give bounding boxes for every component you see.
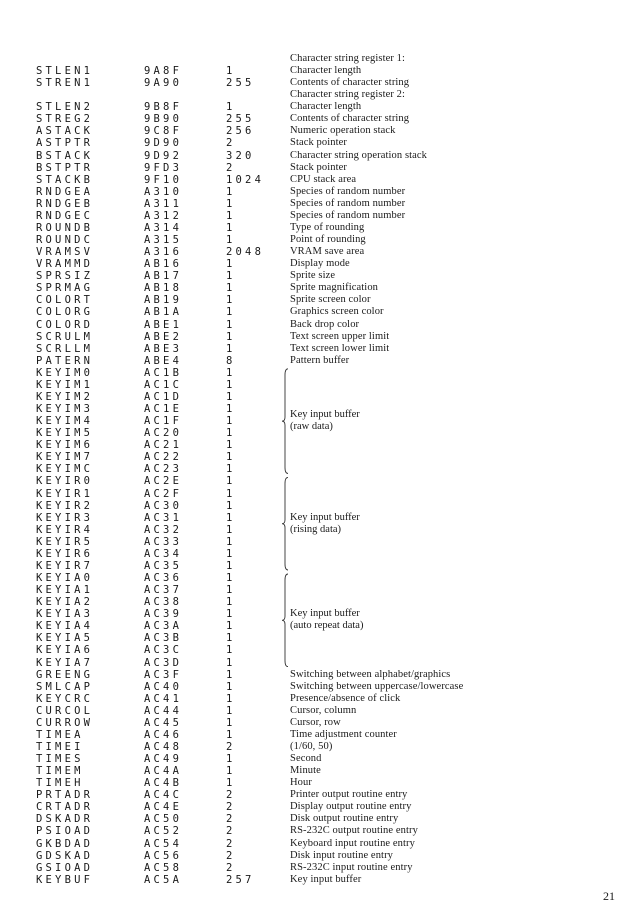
byte-count: 1: [226, 306, 236, 319]
address: AC50: [144, 813, 183, 826]
byte-count: 1: [226, 765, 236, 778]
address: AC2F: [144, 487, 183, 500]
symbol-name: KEYIR3: [36, 511, 94, 524]
description: Display output routine entry: [290, 801, 412, 813]
description: Character string operation stack: [290, 149, 428, 161]
description: Numeric operation stack: [290, 125, 396, 137]
header-note-line: Character string register 1:: [290, 53, 406, 64]
symbol-name: KEYIR5: [36, 535, 94, 548]
symbol-name: STREN1: [36, 77, 94, 90]
byte-count: 1: [226, 221, 236, 234]
address: AC3B: [144, 632, 183, 645]
address: AB1A: [144, 306, 183, 319]
symbol-name: KEYCRC: [36, 692, 94, 705]
symbol-name: KEYIA6: [36, 644, 94, 657]
symbol-name: KEYIA0: [36, 572, 94, 584]
address: A310: [144, 185, 183, 198]
byte-count: 1: [226, 390, 236, 403]
address: AC37: [144, 584, 183, 597]
description: Printer output routine entry: [290, 789, 408, 801]
symbol-name: KEYIA3: [36, 608, 94, 621]
description: Species of random number: [290, 209, 406, 221]
page-number: 21: [603, 889, 615, 903]
address: AC4E: [144, 801, 183, 814]
byte-count: 1: [226, 487, 236, 500]
symbol-name: KEYIA4: [36, 620, 94, 633]
symbol-name: KEYIM3: [36, 403, 94, 416]
address: AC35: [144, 559, 183, 572]
address: AC3D: [144, 656, 183, 669]
symbol-name: COLORD: [36, 318, 94, 331]
address: 9B8F: [144, 101, 183, 114]
byte-count: 1: [226, 499, 236, 512]
byte-count: 1: [226, 620, 236, 633]
byte-count: 1: [226, 330, 236, 343]
address: AC38: [144, 596, 183, 609]
symbol-name: RNDGEA: [36, 185, 94, 198]
byte-count: 256: [226, 125, 255, 138]
description: Switching between alphabet/graphics: [290, 668, 451, 680]
address: AC58: [144, 861, 183, 874]
address: ABE4: [144, 354, 183, 367]
symbol-name: ASTPTR: [36, 137, 94, 150]
description: Second: [290, 753, 322, 765]
byte-count: 1: [226, 270, 236, 283]
address: AC5A: [144, 873, 183, 886]
address: AC48: [144, 740, 183, 753]
description: Graphics screen color: [290, 306, 384, 318]
symbol-name: TIMEA: [36, 728, 84, 741]
address: 9A90: [144, 77, 183, 90]
byte-count: 2: [226, 825, 236, 838]
description: Time adjustment counter: [290, 728, 397, 740]
address: AC3A: [144, 620, 183, 633]
address: AC1E: [144, 403, 183, 416]
address: 9F10: [144, 173, 183, 186]
byte-count: 1: [226, 439, 236, 452]
byte-count: 2: [226, 801, 236, 814]
address: ABE3: [144, 342, 183, 355]
address: AC3F: [144, 668, 183, 681]
description: Hour: [290, 777, 312, 789]
address: AC45: [144, 716, 183, 729]
description: Contents of character string: [290, 77, 410, 89]
address: AC52: [144, 825, 183, 838]
symbol-name: STLEN1: [36, 65, 94, 78]
byte-count: 2: [226, 137, 236, 150]
description: Key input buffer: [290, 873, 362, 885]
address: ABE1: [144, 318, 183, 331]
byte-count: 1: [226, 596, 236, 609]
symbol-name: KEYIA7: [36, 656, 94, 669]
address: AC30: [144, 499, 183, 512]
address: AC1F: [144, 415, 183, 428]
address: AC33: [144, 535, 183, 548]
byte-count: 1: [226, 234, 236, 247]
symbol-name: KEYIA2: [36, 596, 94, 609]
symbol-name: RNDGEB: [36, 197, 94, 210]
symbol-name: BSTACK: [36, 149, 94, 162]
symbol-name: GREENG: [36, 668, 94, 681]
address: AB16: [144, 258, 183, 271]
symbol-name: KEYIR4: [36, 523, 94, 536]
byte-count: 255: [226, 113, 255, 126]
symbol-name: KEYIR2: [36, 499, 94, 512]
symbol-name: KEYIM0: [36, 366, 94, 379]
address: A314: [144, 221, 183, 234]
byte-count: 1: [226, 415, 236, 428]
symbol-name: KEYIR6: [36, 547, 94, 560]
byte-count: 1: [226, 584, 236, 597]
group-label: Key input buffer: [290, 409, 360, 421]
symbol-name: STACKB: [36, 173, 94, 186]
group-label: (auto repeat data): [290, 620, 364, 632]
byte-count: 2: [226, 789, 236, 802]
address: AC4A: [144, 765, 183, 778]
byte-count: 1: [226, 318, 236, 331]
description: CPU stack area: [290, 173, 357, 185]
symbol-name: DSKADR: [36, 813, 94, 826]
byte-count: 1024: [226, 173, 265, 186]
byte-count: 1: [226, 716, 236, 729]
address: AC41: [144, 692, 183, 705]
address: A312: [144, 209, 183, 222]
description: VRAM save area: [290, 246, 365, 258]
byte-count: 8: [226, 354, 236, 367]
address: AC1C: [144, 378, 183, 391]
address: 9D90: [144, 137, 183, 150]
address: AC56: [144, 849, 183, 862]
description: Cursor, column: [290, 704, 357, 716]
byte-count: 2: [226, 849, 236, 862]
byte-count: 1: [226, 753, 236, 766]
address: AC4B: [144, 777, 183, 790]
symbol-name: CURCOL: [36, 704, 94, 717]
byte-count: 1: [226, 294, 236, 307]
description: Disk output routine entry: [290, 813, 399, 825]
address: AC1B: [144, 366, 183, 379]
symbol-name: KEYIR1: [36, 487, 94, 500]
address: AB19: [144, 294, 183, 307]
byte-count: 1: [226, 282, 236, 295]
address: AC2E: [144, 475, 183, 488]
symbol-name: ASTACK: [36, 125, 94, 138]
byte-count: 1: [226, 668, 236, 681]
group-bracket: [282, 369, 288, 474]
byte-count: 1: [226, 451, 236, 464]
byte-count: 1: [226, 378, 236, 391]
symbol-name: KEYIM7: [36, 451, 94, 464]
byte-count: 2: [226, 161, 236, 174]
symbol-name: KEYIR7: [36, 559, 94, 572]
description: Text screen lower limit: [290, 342, 390, 354]
description: Switching between uppercase/lowercase: [290, 680, 464, 692]
group-bracket: [282, 477, 288, 570]
symbol-name: ROUNDB: [36, 221, 94, 234]
group-label: (rising data): [290, 523, 342, 535]
symbol-name: VRAMSV: [36, 246, 94, 259]
address: AC44: [144, 704, 183, 717]
symbol-name: KEYIR0: [36, 475, 94, 488]
symbol-name: KEYIA5: [36, 632, 94, 645]
address: AC1D: [144, 390, 183, 403]
symbol-name: STREG2: [36, 113, 94, 126]
byte-count: 1: [226, 692, 236, 705]
byte-count: 2: [226, 813, 236, 826]
symbol-name: KEYIM2: [36, 390, 94, 403]
address: 9FD3: [144, 161, 183, 174]
byte-count: 1: [226, 523, 236, 536]
byte-count: 255: [226, 77, 255, 90]
address: AC39: [144, 608, 183, 621]
description: Display mode: [290, 258, 350, 270]
byte-count: 1: [226, 656, 236, 669]
description: Character string register 2:: [290, 89, 406, 101]
symbol-name: GSIOAD: [36, 861, 94, 874]
symbol-name: SMLCAP: [36, 680, 94, 693]
symbol-name: VRAMMD: [36, 258, 94, 271]
byte-count: 1: [226, 366, 236, 379]
symbol-name: KEYIM5: [36, 427, 94, 440]
symbol-name: GKBDAD: [36, 837, 94, 850]
description: Character length: [290, 101, 362, 113]
byte-count: 2: [226, 740, 236, 753]
address: A311: [144, 197, 183, 210]
address: AC3C: [144, 644, 183, 657]
description: Sprite screen color: [290, 294, 371, 306]
byte-count: 1: [226, 572, 236, 584]
address: AC21: [144, 439, 183, 452]
description: Type of rounding: [290, 221, 365, 233]
symbol-name: COLORT: [36, 294, 94, 307]
byte-count: 1: [226, 197, 236, 210]
group-label: (raw data): [290, 421, 333, 433]
byte-count: 1: [226, 209, 236, 222]
symbol-name: SPRMAG: [36, 282, 94, 295]
group-label: Key input buffer: [290, 608, 360, 620]
byte-count: 1: [226, 511, 236, 524]
address: AB18: [144, 282, 183, 295]
byte-count: 1: [226, 559, 236, 572]
address: AC22: [144, 451, 183, 464]
symbol-name: KEYBUF: [36, 873, 94, 886]
description: Keyboard input routine entry: [290, 837, 415, 849]
symbol-name: KEYIMC: [36, 463, 94, 476]
address: AC46: [144, 728, 183, 741]
byte-count: 257: [226, 873, 255, 886]
description: Text screen upper limit: [290, 330, 390, 342]
byte-count: 1: [226, 547, 236, 560]
description: Stack pointer: [290, 137, 347, 149]
description: Minute: [290, 765, 321, 777]
symbol-name: PATERN: [36, 354, 94, 367]
address: AC49: [144, 753, 183, 766]
address: AC23: [144, 463, 183, 476]
byte-count: 1: [226, 728, 236, 741]
byte-count: 1: [226, 777, 236, 790]
byte-count: 1: [226, 185, 236, 198]
byte-count: 1: [226, 704, 236, 717]
address: AC31: [144, 511, 183, 524]
address: AC20: [144, 427, 183, 440]
byte-count: 1: [226, 403, 236, 416]
byte-count: 1: [226, 463, 236, 476]
address: A316: [144, 246, 183, 259]
byte-count: 1: [226, 644, 236, 657]
address: 9B90: [144, 113, 183, 126]
address: AC32: [144, 523, 183, 536]
description: (1/60, 50): [290, 740, 333, 752]
address: ABE2: [144, 330, 183, 343]
byte-count: 2: [226, 837, 236, 850]
byte-count: 2: [226, 861, 236, 874]
byte-count: 1: [226, 535, 236, 548]
description: Species of random number: [290, 197, 406, 209]
description: Stack pointer: [290, 161, 347, 173]
address: AC36: [144, 572, 183, 584]
symbol-name: CURROW: [36, 716, 94, 729]
description: Cursor, row: [290, 716, 341, 728]
byte-count: 2048: [226, 246, 265, 259]
byte-count: 1: [226, 342, 236, 355]
symbol-name: KEYIM1: [36, 378, 94, 391]
symbol-name: ROUNDC: [36, 234, 94, 247]
symbol-name: COLORG: [36, 306, 94, 319]
address: AB17: [144, 270, 183, 283]
address: AC34: [144, 547, 183, 560]
description: Contents of character string: [290, 113, 410, 125]
description: Disk input routine entry: [290, 849, 394, 861]
byte-count: 320: [226, 149, 255, 162]
symbol-name: TIMEM: [36, 765, 84, 778]
symbol-name: STLEN2: [36, 101, 94, 114]
symbol-name: KEYIM4: [36, 415, 94, 428]
symbol-name: SPRSIZ: [36, 270, 94, 283]
address: 9D92: [144, 149, 183, 162]
symbol-name: TIMEH: [36, 777, 84, 790]
byte-count: 1: [226, 258, 236, 271]
symbol-name: KEYIM6: [36, 439, 94, 452]
address: A315: [144, 234, 183, 247]
byte-count: 1: [226, 65, 236, 78]
address: AC54: [144, 837, 183, 850]
byte-count: 1: [226, 608, 236, 621]
description: Point of rounding: [290, 234, 366, 246]
address: AC40: [144, 680, 183, 693]
group-bracket: [282, 574, 288, 667]
symbol-name: CRTADR: [36, 801, 94, 814]
address: 9A8F: [144, 65, 183, 78]
byte-count: 1: [226, 632, 236, 645]
description: RS-232C output routine entry: [290, 825, 418, 837]
symbol-name: KEYIA1: [36, 584, 94, 597]
symbol-name: SCRLLM: [36, 342, 94, 355]
description: Species of random number: [290, 185, 406, 197]
symbol-name: RNDGEC: [36, 209, 94, 222]
symbol-name: TIMES: [36, 753, 84, 766]
address: 9C8F: [144, 125, 183, 138]
description: Back drop color: [290, 318, 360, 330]
byte-count: 1: [226, 680, 236, 693]
group-label: Key input buffer: [290, 511, 360, 523]
address: AC4C: [144, 789, 183, 802]
byte-count: 1: [226, 475, 236, 488]
description: Presence/absence of click: [290, 692, 401, 704]
description: Sprite size: [290, 270, 336, 282]
byte-count: 1: [226, 427, 236, 440]
symbol-name: PRTADR: [36, 789, 94, 802]
description: RS-232C input routine entry: [290, 861, 413, 873]
description: Sprite magnification: [290, 282, 379, 294]
description: Pattern buffer: [290, 354, 350, 366]
symbol-name: PSIOAD: [36, 825, 94, 838]
byte-count: 1: [226, 101, 236, 114]
symbol-name: GDSKAD: [36, 849, 94, 862]
symbol-name: TIMEI: [36, 740, 84, 753]
description: Character length: [290, 65, 362, 77]
symbol-name: SCRULM: [36, 330, 94, 343]
symbol-name: BSTPTR: [36, 161, 94, 174]
